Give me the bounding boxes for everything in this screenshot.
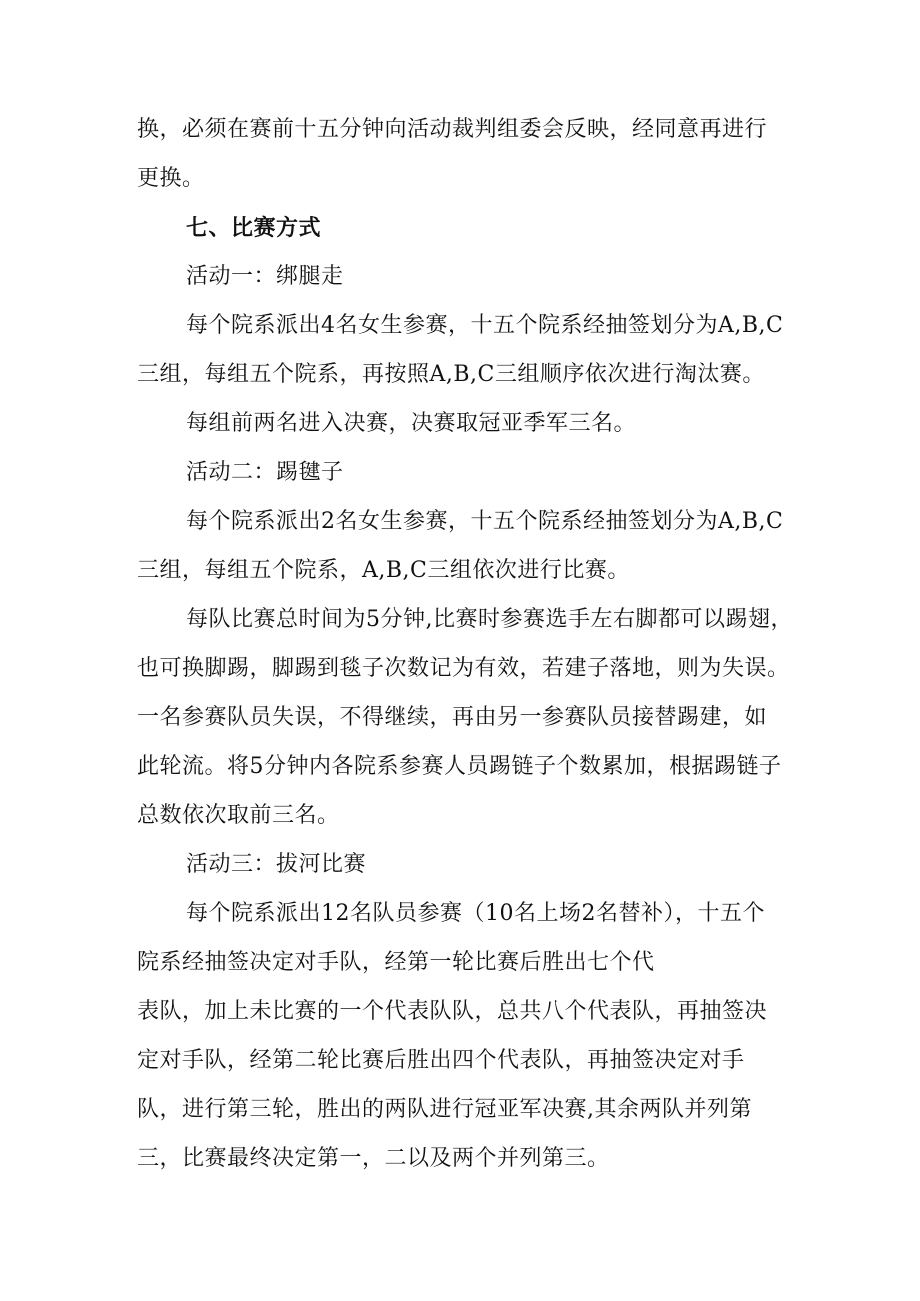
paragraph-line: 更换。 <box>137 166 205 191</box>
paragraph-line: 三组，每组五个院系，再按照A,B,C三组顺序依次进行淘汰赛。 <box>137 362 765 387</box>
section-heading: 七、比赛方式 <box>186 215 322 241</box>
paragraph-line: 三组，每组五个院系，A,B,C三组依次进行比赛。 <box>137 558 630 583</box>
paragraph-line: 三，比赛最终决定第一，二以及两个并列第三。 <box>137 1146 610 1171</box>
paragraph-line: 每个院系派出4名女生参赛，十五个院系经抽签划分为A,B,C <box>186 313 784 338</box>
paragraph-line: 院系经抽签决定对手队，经第一轮比赛后胜出七个代 <box>137 950 655 975</box>
subsection-title: 活动三：拔河比赛 <box>186 852 367 877</box>
paragraph-line: 定对手队，经第二轮比赛后胜出四个代表队，再抽签决定对手 <box>137 1048 745 1073</box>
paragraph-line: 每个院系派出2名女生参赛，十五个院系经抽签划分为A,B,C <box>186 509 784 534</box>
subsection-title: 活动一：绑腿走 <box>186 264 344 289</box>
paragraph-line: 总数依次取前三名。 <box>137 803 340 828</box>
paragraph-line: 每组前两名进入决赛，决赛取冠亚季军三名。 <box>186 411 637 436</box>
paragraph-line: 此轮流。将5分钟内各院系参赛人员踢链子个数累加，根据踢链子 <box>137 754 782 779</box>
paragraph-line: 队，进行第三轮，胜出的两队进行冠亚军决赛,其余两队并列第 <box>137 1097 752 1122</box>
paragraph-line: 表队，加上未比赛的一个代表队队，总共八个代表队，再抽签决 <box>137 999 768 1024</box>
paragraph-line: 也可换脚踢，脚踢到毯子次数记为有效，若建子落地，则为失误。 <box>137 656 790 681</box>
paragraph-line: 一名参赛队员失误，不得继续，再由另一参赛队员接替踢建，如 <box>137 705 768 730</box>
paragraph-line: 每队比赛总时间为5分钟,比赛时参赛选手左右脚都可以踢翅， <box>186 607 793 632</box>
paragraph-line: 每个院系派出12名队员参赛（10名上场2名替补），十五个 <box>186 901 765 926</box>
subsection-title: 活动二：踢毽子 <box>186 460 344 485</box>
paragraph-line: 换，必须在赛前十五分钟向活动裁判组委会反映，经同意再进行 <box>137 117 768 142</box>
